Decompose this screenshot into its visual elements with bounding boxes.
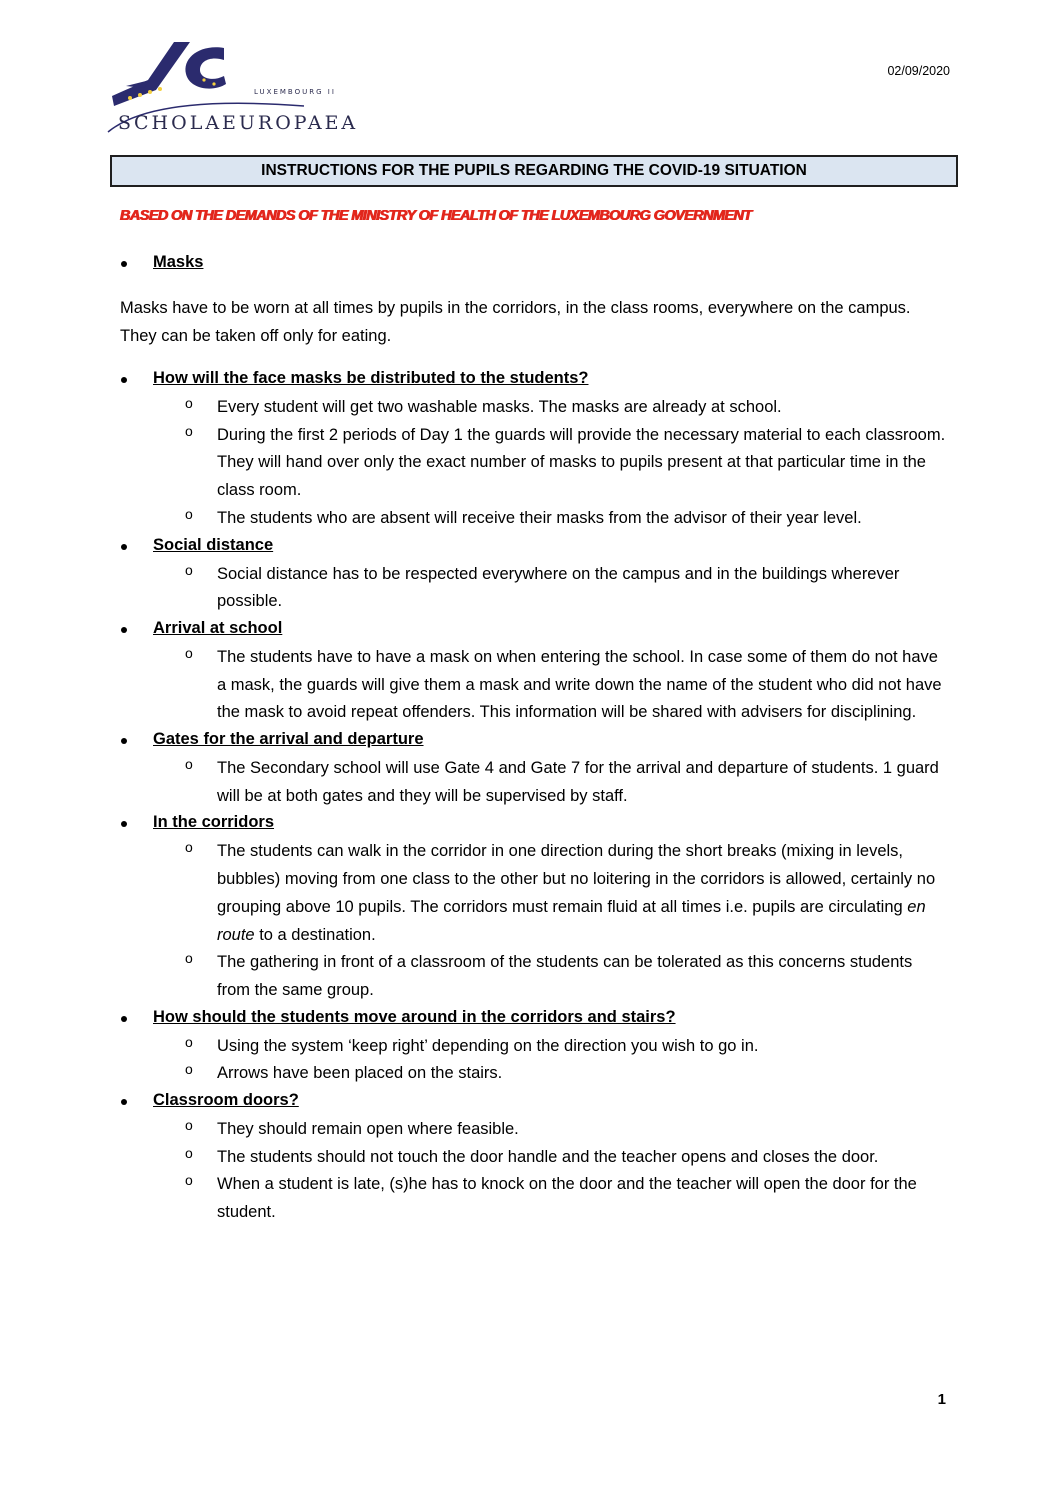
bullet-icon xyxy=(121,1099,127,1105)
document-subtitle: BASED ON THE DEMANDS OF THE MINISTRY OF HEALTH OF THE LUXEMBOURG GOVERNMENT xyxy=(120,208,752,224)
section-heading xyxy=(0,1005,1058,1033)
section-heading xyxy=(0,533,1058,561)
list-item xyxy=(0,422,1058,505)
list-item xyxy=(0,949,1058,1004)
circle-bullet-icon: o xyxy=(185,756,193,773)
school-logo xyxy=(104,40,366,134)
list-item xyxy=(0,394,1058,422)
bullet-icon xyxy=(121,544,127,550)
bullet-icon xyxy=(121,821,127,827)
bullet-icon xyxy=(121,1016,127,1022)
bullet-icon xyxy=(121,627,127,633)
list-item xyxy=(0,755,1058,810)
circle-bullet-icon: o xyxy=(185,1033,193,1050)
list-item-text: When a student is late, (s)he has to knock on the door and the teacher will open the door for the student. xyxy=(217,1175,917,1222)
section-title: How should the students move around in the corridors and stairs? xyxy=(153,1007,676,1026)
section-heading xyxy=(0,727,1058,755)
section-heading xyxy=(0,250,1058,278)
section-paragraph: Masks have to be worn at all times by pupils in the corridors, in the class rooms, everywhere on the campus. They can be taken off only for eating. xyxy=(120,299,911,345)
list-item xyxy=(0,644,1058,727)
circle-bullet-icon: o xyxy=(185,561,193,578)
bullet-icon xyxy=(121,261,127,267)
circle-bullet-icon: o xyxy=(185,1061,193,1078)
list-item-text: The Secondary school will use Gate 4 and Gate 7 for the arrival and departure of students. 1 guard will be at both gates and they will be supervised by staff. xyxy=(217,759,939,805)
logo-subtext: LUXEMBOURG II xyxy=(254,88,336,96)
section-title: Masks xyxy=(153,253,204,271)
section-title: In the corridors xyxy=(153,813,275,832)
section-heading xyxy=(0,810,1058,838)
circle-bullet-icon: o xyxy=(185,1144,193,1161)
circle-bullet-icon: o xyxy=(185,644,193,661)
list-item xyxy=(0,561,1058,616)
list-item-text: The students have to have a mask on when entering the school. In case some of them do not have a mask, the guards will give them a mask and write down the name of the student who did not have the mask to avoid repeat offenders. This information will be shared with advisers for disciplining. xyxy=(217,647,942,722)
section-title: Gates for the arrival and departure xyxy=(153,730,424,749)
list-item-text: Using the system ‘keep right’ depending on the direction you wish to go in. xyxy=(217,1036,759,1055)
section-title: Arrival at school xyxy=(153,618,283,637)
list-item xyxy=(0,1116,1058,1144)
list-item-text: Social distance has to be respected everywhere on the campus and in the buildings wherever possible. xyxy=(217,564,900,611)
list-item xyxy=(0,1033,1058,1061)
circle-bullet-icon: o xyxy=(185,1117,193,1134)
list-item xyxy=(0,1171,1058,1226)
logo-wordmark: SCHOLAEUROPAEA xyxy=(118,112,359,134)
circle-bullet-icon: o xyxy=(185,395,193,411)
section-heading xyxy=(0,366,1058,394)
circle-bullet-icon: o xyxy=(185,1172,193,1189)
document-body xyxy=(0,250,1058,1227)
section-title: Classroom doors? xyxy=(153,1091,299,1110)
page-number: 1 xyxy=(937,1391,946,1408)
section-heading xyxy=(0,1088,1058,1116)
list-item xyxy=(0,1144,1058,1172)
list-item xyxy=(0,505,1058,533)
document-title: INSTRUCTIONS FOR THE PUPILS REGARDING THE COVID-19 SITUATION xyxy=(110,155,958,187)
list-item-text: The students can walk in the corridor in one direction during the short breaks (mixing in levels, bubbles) moving from one class to the other but no loitering in the corridors is allowed, certainly no grouping above 10 pupils. The corridors must remain fluid at all times i.e. pupils are circulating en route to a destination. xyxy=(217,842,936,944)
section-title: Social distance xyxy=(153,535,274,554)
section-title: How will the face masks be distributed to the students? xyxy=(153,369,589,387)
list-item-text: The students who are absent will receive their masks from the advisor of their year level. xyxy=(217,508,862,527)
circle-bullet-icon: o xyxy=(185,422,193,439)
list-item-text: The students should not touch the door handle and the teacher opens and closes the door. xyxy=(217,1147,879,1166)
list-item-text: During the first 2 periods of Day 1 the guards will provide the necessary material to each classroom. They will hand over only the exact number of masks to pupils present at that particular time in the class room. xyxy=(217,425,946,500)
circle-bullet-icon: o xyxy=(185,505,193,522)
list-item-text: The gathering in front of a classroom of the students can be tolerated as this concerns students from the same group. xyxy=(217,953,913,999)
section-heading xyxy=(0,616,1058,644)
circle-bullet-icon: o xyxy=(185,950,193,967)
list-item-text: Arrows have been placed on the stairs. xyxy=(217,1064,503,1083)
list-item xyxy=(0,1060,1058,1088)
bullet-icon xyxy=(121,377,127,383)
bullet-icon xyxy=(121,738,127,744)
list-item-text: They should remain open where feasible. xyxy=(217,1120,519,1139)
document-date: 02/09/2020 xyxy=(887,64,950,78)
list-item-text: Every student will get two washable masks. The masks are already at school. xyxy=(217,398,782,416)
circle-bullet-icon: o xyxy=(185,839,193,856)
list-item xyxy=(0,838,1058,949)
